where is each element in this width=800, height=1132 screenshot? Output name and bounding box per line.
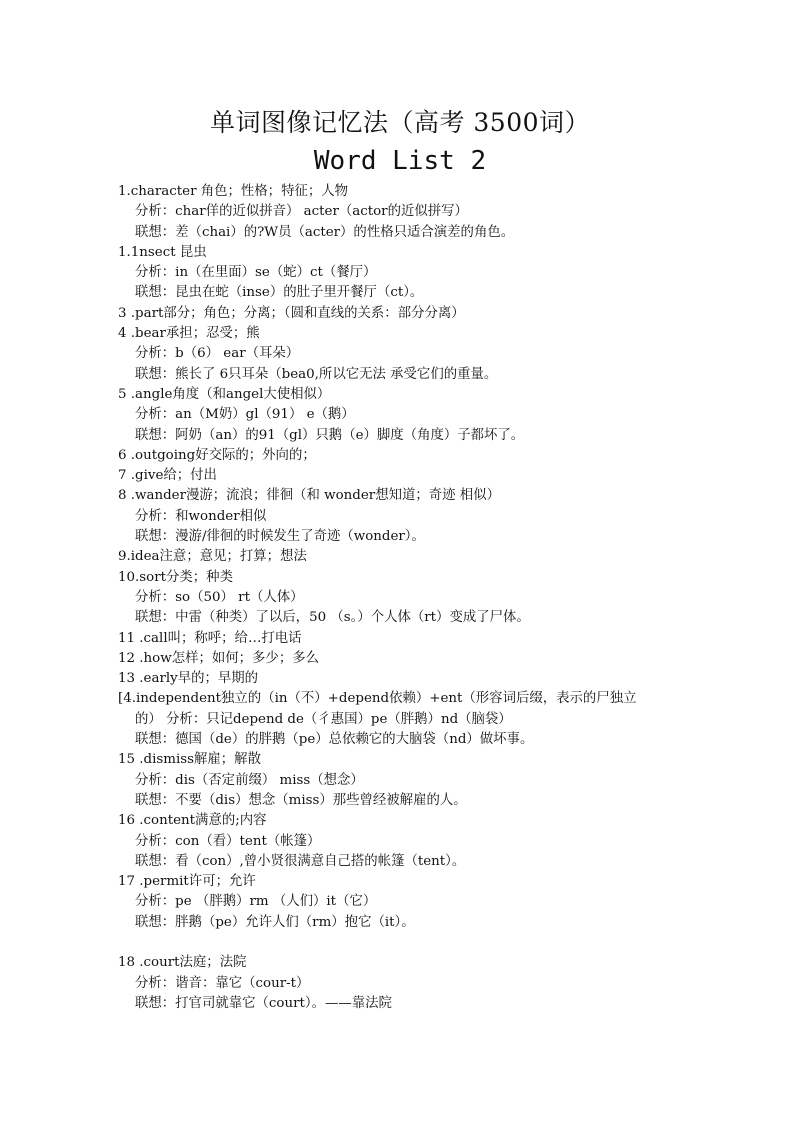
entry-detail-line: 联想：不要（dis）想念（miss）那些曾经被解雇的人。	[135, 792, 467, 808]
entry-headword-line: 17 .permit许可；允许	[118, 874, 256, 890]
entry-detail-line: 联想：漫游/徘徊的时候发生了奇迹（wonder）。	[135, 529, 425, 545]
entry-detail-line: 分析：an（M奶）gl（91） e（鹅）	[135, 407, 355, 423]
entry-headword-line: 7 .give给；付出	[118, 468, 217, 484]
entry-headword-line: [4.independent独立的（in（不）+depend依赖）+ent（形容词后缀，表示的尸独立	[118, 691, 637, 707]
entry-headword-line: 16 .content满意的;内容	[118, 813, 267, 829]
entry-headword-line: 10.sort分类；种类	[118, 569, 233, 585]
entry-detail-line: 分析：pe （胖鹅）rm （人们）it（它）	[135, 894, 377, 910]
entry-detail-line: 分析：b（6） ear（耳朵）	[135, 346, 300, 362]
page-title: 单词图像记忆法（高考 3500词）	[209, 108, 591, 137]
entry-detail-line: 联想：胖鹅（pe）允许人们（rm）抱它（it）。	[135, 914, 415, 930]
entry-headword-line: 8 .wander漫游；流浪；徘徊（和 wonder想知道；奇迹 相似）	[118, 488, 500, 504]
entry-detail-line: 联想：德国（de）的胖鹅（pe）总依赖它的大脑袋（nd）做坏事。	[135, 732, 534, 748]
entry-headword-line: 4 .bear承担；忍受；熊	[118, 326, 260, 342]
entry-headword-line: 3 .part部分；角色；分离；（圆和直线的关系：部分分离）	[118, 305, 465, 321]
entry-headword-line: 9.idea注意；意见；打算；想法	[118, 549, 307, 565]
entry-detail-line: 分析：con（看）tent（帐篷）	[135, 833, 321, 849]
entry-headword-line: 6 .outgoing好交际的；外向的；	[118, 447, 316, 463]
entry-detail-line: 分析：so（50） rt（人体）	[135, 589, 304, 605]
entry-detail-line: 联想：打官司就靠它（court）。——靠法院	[135, 995, 392, 1011]
entry-detail-line: 分析：dis（否定前缀） miss（想念）	[135, 772, 364, 788]
entry-detail-line: 联想：差（chai）的?W员（acter）的性格只适合演差的角色。	[135, 224, 515, 240]
entry-detail-line: 联想：看（con）,曾小贤很满意自己搭的帐篷（tent）。	[135, 853, 466, 869]
entry-detail-line: 分析：char佯的近似拼音） acter（actor的近似拼写）	[135, 204, 468, 220]
entry-detail-line: 分析：in（在里面）se（蛇）ct（餐厅）	[135, 265, 377, 281]
entry-headword-line: 18 .court法庭；法院	[118, 955, 247, 971]
entry-detail-line: 联想：中雷（种类）了以后，50 （s。）个人体（rt）变成了尸体。	[135, 610, 530, 626]
entry-detail-line: 联想：昆虫在蛇（inse）的肚子里开餐厅（ct）。	[135, 285, 424, 301]
entry-headword-line: 11 .call叫；称呼；给…打电话	[118, 630, 302, 646]
entry-headword-line: 12 .how怎样；如何；多少；多么	[118, 650, 319, 666]
entry-headword-line: 1.character 角色；性格；特征；人物	[118, 184, 349, 199]
entry-detail-line: 联想：熊长了 6只耳朵（bea0,所以它无法 承受它们的重量。	[135, 366, 498, 382]
entry-headword-line: 15 .dismiss解雇；解散	[118, 752, 261, 768]
blank-line	[118, 933, 678, 953]
entry-headword-line: 1.1nsect 昆虫	[118, 244, 207, 260]
entry-detail-line: 分析：谐音：靠它（cour-t）	[135, 975, 310, 991]
entry-detail-line: 分析：和wonder相似	[135, 508, 267, 524]
word-list-heading: Word List 2	[313, 146, 487, 176]
entry-detail-line: 联想：阿奶（an）的91（gl）只鹅（e）脚度（角度）子都坏了。	[135, 427, 525, 443]
vocabulary-list	[118, 182, 678, 1014]
entry-headword-line: 5 .angle角度（和angel大使相似）	[118, 386, 331, 402]
entry-detail-line: 的） 分析：只记depend de（彳惠国）pe（胖鹅）nd（脑袋）	[135, 711, 512, 727]
entry-headword-line: 13 .early早的；早期的	[118, 671, 259, 687]
